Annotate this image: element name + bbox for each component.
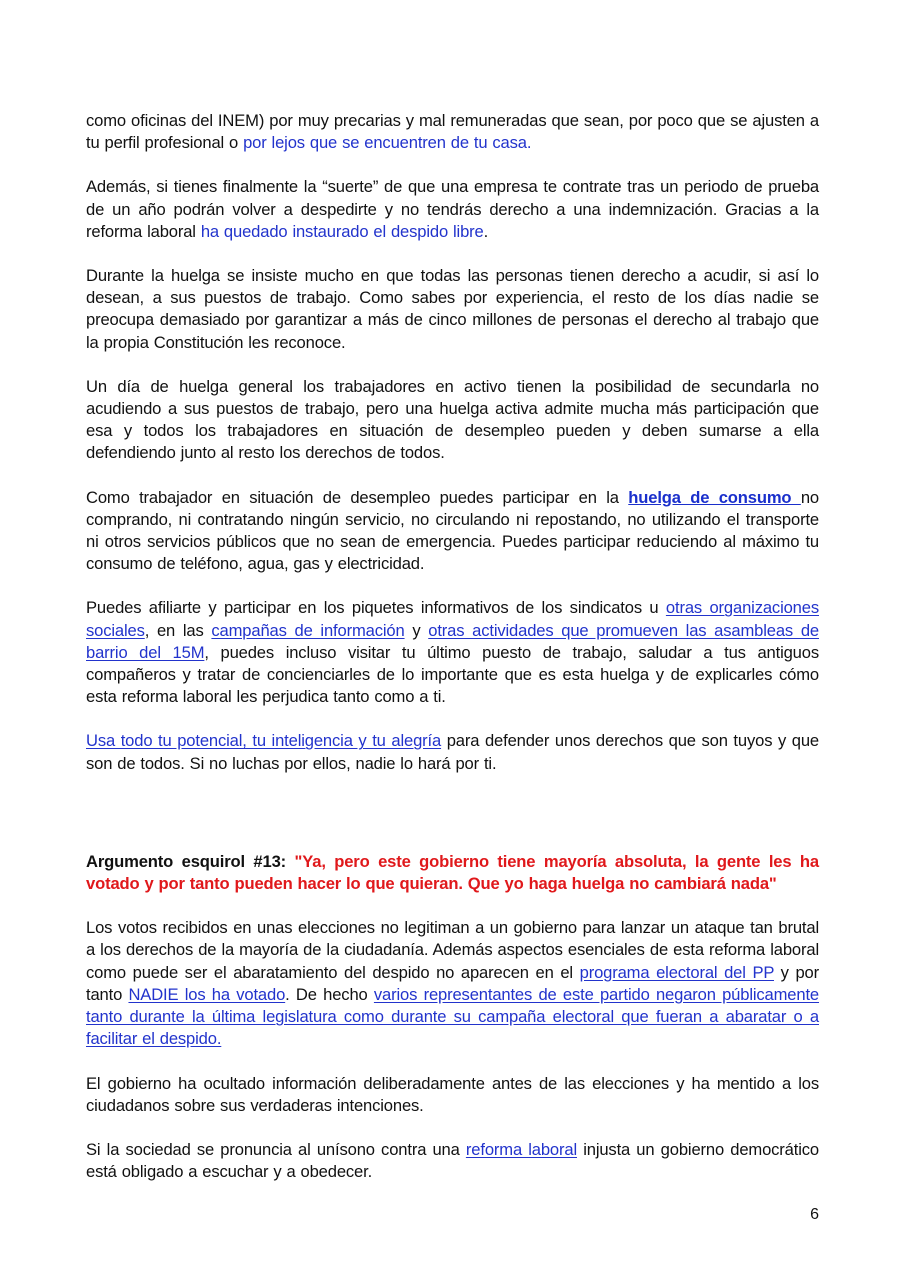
paragraph-text: Puedes afiliarte y participar en los piquetes informativos de los sindicatos u — [86, 598, 666, 618]
paragraph-text: El gobierno ha ocultado información deliberadamente antes de las elecciones y ha mentido a los ciudadanos sobre sus verdaderas intenciones. — [86, 1073, 819, 1115]
link-huelga-de-consumo[interactable]: huelga de consumo — [628, 487, 801, 507]
paragraph-3 — [86, 265, 819, 354]
paragraph-1 — [86, 110, 819, 154]
paragraph-text: Los votos recibidos en unas elecciones no legitiman a un gobierno para lanzar un ataque tan brutal a los derechos de la mayoría de la ciudadanía. Además aspectos esenciales de esta reforma laboral como puede ser el abaratamiento del despido no aparecen en el — [86, 918, 819, 982]
paragraph-text: Como trabajador en situación de desempleo puedes participar en la — [86, 487, 629, 507]
paragraph-9 — [86, 1073, 819, 1117]
paragraph-text: como oficinas del INEM) por muy precarias y mal remuneradas que sean, por poco que se ajusten a tu perfil profesional o — [86, 111, 819, 153]
paragraph-text: Además, si tienes finalmente la “suerte” de que una empresa te contrate tras un periodo de prueba de un año podrán volver a despedirte y no tendrás derecho a una indemnización. Gracias a la reforma laboral — [86, 177, 819, 241]
link-nadie-los-ha-votado[interactable]: NADIE los ha votado — [128, 984, 286, 1004]
section-gap — [86, 797, 819, 851]
paragraph-text: no comprando, ni contratando ningún servicio, no circulando ni repostando, no utilizando el transporte ni otros servicios públicos que no sean de emergencia. Puedes participar reduciendo al máximo tu consumo de teléfono, agua, gas y electricidad. — [86, 487, 819, 574]
paragraph-7 — [86, 730, 819, 774]
paragraph-text: Si la sociedad se pronuncia al unísono contra una — [86, 1139, 466, 1159]
paragraph-8 — [86, 917, 819, 1050]
document-body — [86, 110, 819, 1205]
paragraph-6 — [86, 597, 819, 708]
paragraph-text: , en las — [144, 620, 212, 640]
link-programa-electoral[interactable]: programa electoral del PP — [579, 962, 774, 982]
page-number: 6 — [810, 1206, 819, 1223]
link-representantes-negaron[interactable]: varios representantes de este partido negaron públicamente tanto durante la última legislatura como durante su campaña electoral que fueran a abaratar o a facilitar el despido. — [86, 984, 820, 1049]
paragraph-4 — [86, 376, 819, 465]
paragraph-5 — [86, 487, 819, 576]
paragraph-text: . — [483, 221, 489, 241]
link-usa-tu-potencial[interactable]: Usa todo tu potencial, tu inteligencia y tu alegría — [86, 731, 442, 751]
link-asambleas-15m[interactable]: otras actividades que promueven las asambleas de barrio del 15M — [86, 620, 819, 662]
link-otras-organizaciones[interactable]: otras organizaciones sociales — [86, 598, 819, 640]
argument-heading — [86, 851, 819, 895]
paragraph-text: para defender unos derechos que son tuyos y que son de todos. Si no luchas por ellos, nadie lo hará por ti. — [86, 731, 819, 773]
argument-quote: "Ya, pero este gobierno tiene mayoría absoluta, la gente les ha votado y por tanto pueden hacer lo que quieran. Que yo haga huelga no cambiará nada" — [86, 851, 820, 894]
paragraph-text: . De hecho — [285, 984, 374, 1004]
link-campanas-informacion[interactable]: campañas de información — [211, 620, 405, 640]
paragraph-text: , puedes incluso visitar tu último puesto de trabajo, saludar a tus antiguos compañeros y tratar de concienciarles de lo importante que es esta huelga y de explicarles cómo esta reforma laboral les perjudica tanto como a ti. — [86, 642, 819, 707]
paragraph-text: Un día de huelga general los trabajadores en activo tienen la posibilidad de secundarla no acudiendo a sus puestos de trabajo, pero una huelga activa admite mucha más participación que esa y todos los trabajadores en situación de desempleo pueden y deben sumarse a ella defendiendo junto al resto los derechos de todos. — [86, 376, 819, 463]
paragraph-text: y — [404, 620, 429, 640]
argument-label: Argumento esquirol #13: — [86, 851, 295, 871]
paragraph-text: Durante la huelga se insiste mucho en que todas las personas tienen derecho a acudir, si así lo desean, a sus puestos de trabajo. Como sabes por experiencia, el resto de los días nadie se preocupa demasiado por garantizar a más de cinco millones de personas el derecho al trabajo que la propia Constitución les reconoce. — [86, 266, 819, 352]
link-despido-libre[interactable]: ha quedado instaurado el despido libre — [200, 221, 484, 241]
link-reforma-laboral[interactable]: reforma laboral — [465, 1139, 577, 1159]
paragraph-10 — [86, 1139, 819, 1183]
link-por-lejos[interactable]: por lejos que se encuentren de tu casa. — [243, 133, 532, 153]
paragraph-text: y por tanto — [86, 962, 819, 1004]
paragraph-text: injusta un gobierno democrático está obligado a escuchar y a obedecer. — [86, 1139, 819, 1182]
paragraph-2 — [86, 176, 819, 243]
